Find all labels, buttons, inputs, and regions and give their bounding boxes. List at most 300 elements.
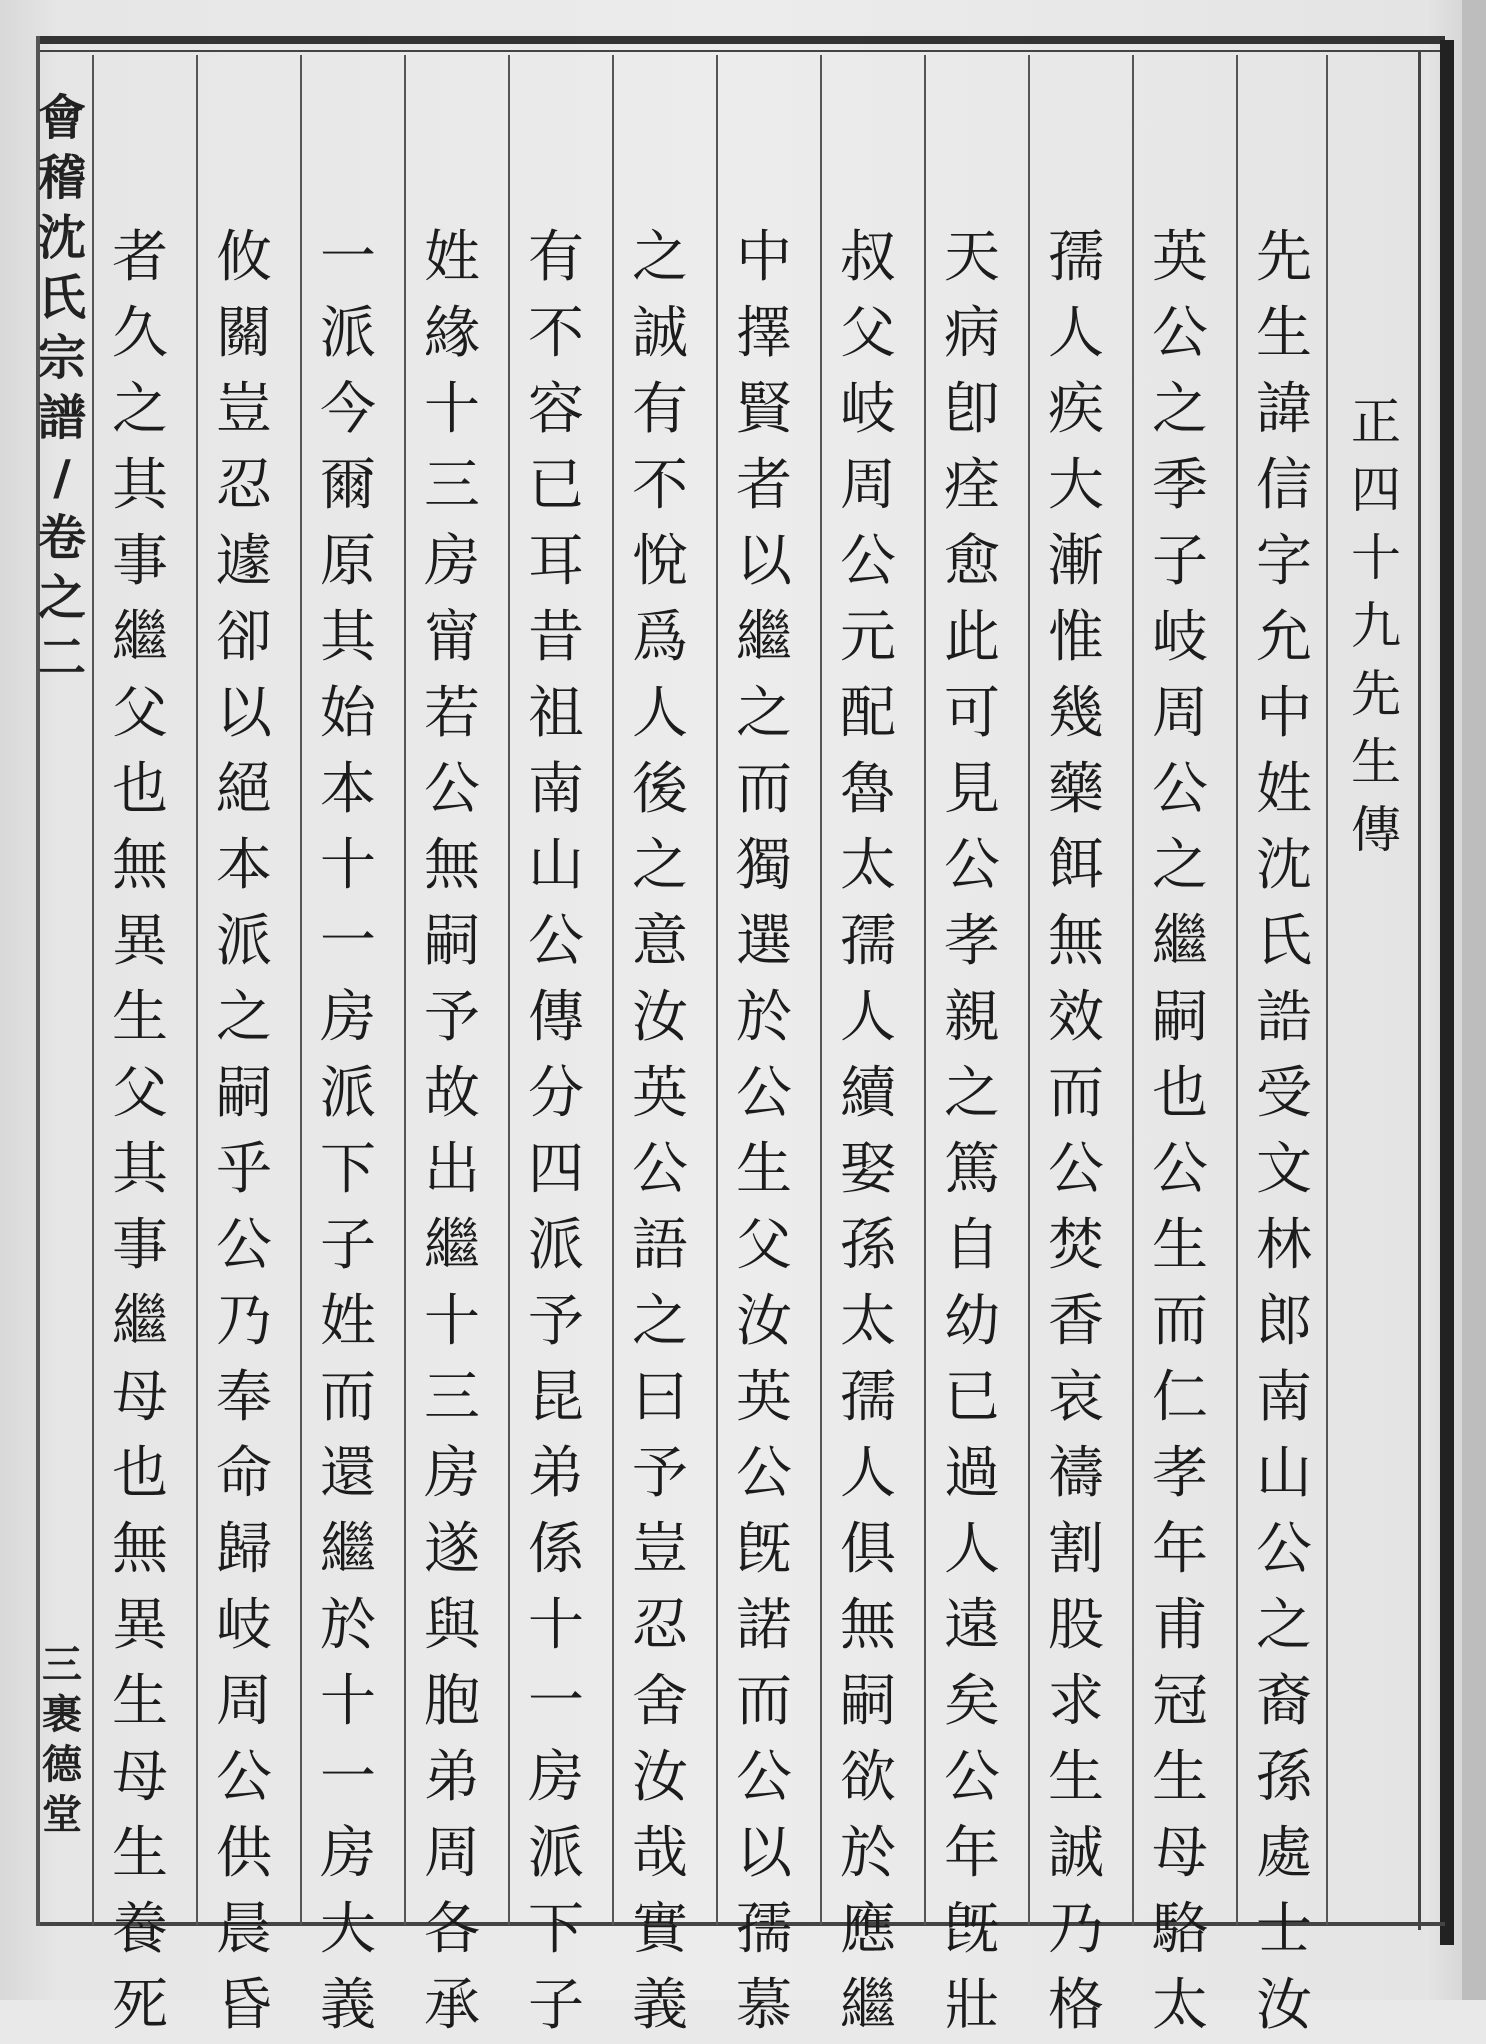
- body-char: 絕: [216, 757, 272, 822]
- body-char: 生: [736, 1137, 792, 1202]
- body-char: 汝: [632, 985, 688, 1050]
- body-char: 父: [736, 1213, 792, 1278]
- body-char: 之: [632, 1289, 688, 1354]
- body-char: 諾: [736, 1593, 792, 1658]
- body-char: 岐: [840, 377, 896, 442]
- body-char: 而: [736, 757, 792, 822]
- text-column-12: [95, 220, 185, 2044]
- body-char: 一: [320, 225, 376, 290]
- body-char: 子: [528, 1973, 584, 2038]
- heading-char: 先: [1351, 665, 1401, 723]
- body-char: 事: [112, 1213, 168, 1278]
- body-char: 太: [840, 1289, 896, 1354]
- text-column-10: [303, 220, 393, 2044]
- margin-volume-char: 二: [37, 630, 86, 686]
- body-char: 字: [1256, 529, 1312, 594]
- body-char: 昏: [216, 1973, 272, 2038]
- body-char: 予: [424, 985, 480, 1050]
- body-char: 一: [320, 909, 376, 974]
- frame-top-border: [40, 36, 1445, 44]
- body-char: 於: [320, 1593, 376, 1658]
- body-char: 山: [1256, 1441, 1312, 1506]
- body-char: 無: [112, 1517, 168, 1582]
- heading-char: 正: [1351, 393, 1401, 451]
- body-char: 豈: [632, 1517, 688, 1582]
- margin-hall-char: 德: [42, 1741, 82, 1788]
- body-char: 十: [320, 1669, 376, 1734]
- body-char: 郎: [1256, 1289, 1312, 1354]
- heading-char: 九: [1351, 597, 1401, 655]
- body-char: 公: [216, 1745, 272, 1810]
- body-char: 生: [1256, 301, 1312, 366]
- body-char: 祖: [528, 681, 584, 746]
- body-char: 爲: [632, 605, 688, 670]
- body-char: 派: [320, 1061, 376, 1126]
- body-char: 而: [1048, 1061, 1104, 1126]
- body-char: 南: [528, 757, 584, 822]
- body-char: 三: [424, 1365, 480, 1430]
- body-char: 藥: [1048, 757, 1104, 822]
- body-char: 誠: [632, 301, 688, 366]
- heading-char: 十: [1351, 529, 1401, 587]
- body-char: 欲: [840, 1745, 896, 1810]
- body-char: 房: [320, 1821, 376, 1886]
- body-char: 甯: [424, 605, 480, 670]
- body-char: 也: [112, 757, 168, 822]
- body-char: 生: [1048, 1745, 1104, 1810]
- body-char: 公: [1152, 1137, 1208, 1202]
- body-char: 元: [840, 605, 896, 670]
- text-column-5: [823, 220, 913, 2044]
- body-char: 之: [944, 1061, 1000, 1126]
- column-rule: [92, 55, 94, 1925]
- body-char: 公: [736, 1745, 792, 1810]
- body-char: 先: [1256, 225, 1312, 290]
- body-char: 人: [632, 681, 688, 746]
- body-char: 公: [424, 757, 480, 822]
- body-char: 乎: [216, 1137, 272, 1202]
- body-char: 年: [1152, 1517, 1208, 1582]
- column-rule: [612, 55, 614, 1925]
- body-char: 人: [944, 1517, 1000, 1582]
- body-char: 容: [528, 377, 584, 442]
- margin-title-char: 稽: [37, 150, 86, 206]
- body-char: 公: [1256, 1517, 1312, 1582]
- column-rule: [820, 55, 822, 1925]
- body-char: 與: [424, 1593, 480, 1658]
- body-char: 十: [424, 377, 480, 442]
- body-char: 意: [632, 909, 688, 974]
- body-char: 公: [528, 909, 584, 974]
- body-char: 一: [320, 1745, 376, 1810]
- body-char: 英: [632, 1061, 688, 1126]
- body-char: 十: [424, 1289, 480, 1354]
- body-char: 沈: [1256, 833, 1312, 898]
- body-char: 過: [944, 1441, 1000, 1506]
- margin-folio: [34, 1640, 90, 1840]
- body-char: 房: [320, 985, 376, 1050]
- body-char: 效: [1048, 985, 1104, 1050]
- body-char: 幼: [944, 1289, 1000, 1354]
- body-char: 公: [944, 833, 1000, 898]
- body-char: 昆: [528, 1365, 584, 1430]
- body-char: 生: [112, 985, 168, 1050]
- body-char: 遽: [216, 529, 272, 594]
- body-char: 母: [1152, 1821, 1208, 1886]
- body-char: 於: [736, 985, 792, 1050]
- body-char: 英: [736, 1365, 792, 1430]
- body-char: 父: [112, 1061, 168, 1126]
- body-char: 三: [424, 453, 480, 518]
- body-char: 哉: [632, 1821, 688, 1886]
- column-rule: [716, 55, 718, 1925]
- body-char: 冠: [1152, 1669, 1208, 1734]
- body-char: 故: [424, 1061, 480, 1126]
- body-char: 以: [216, 681, 272, 746]
- body-char: 乃: [216, 1289, 272, 1354]
- margin-title-char: 氏: [37, 270, 86, 326]
- body-char: 駱: [1152, 1897, 1208, 1962]
- column-rule: [1028, 55, 1030, 1925]
- body-char: 疾: [1048, 377, 1104, 442]
- body-char: 餌: [1048, 833, 1104, 898]
- body-char: 歸: [216, 1517, 272, 1582]
- body-char: 不: [632, 453, 688, 518]
- body-char: 關: [216, 301, 272, 366]
- body-char: 若: [424, 681, 480, 746]
- body-char: 下: [320, 1137, 376, 1202]
- column-rule: [924, 55, 926, 1925]
- body-char: 之: [1152, 377, 1208, 442]
- body-char: 弟: [528, 1441, 584, 1506]
- body-char: 晨: [216, 1897, 272, 1962]
- body-char: 愈: [944, 529, 1000, 594]
- body-char: 仁: [1152, 1365, 1208, 1430]
- body-char: 繼: [112, 605, 168, 670]
- heading-char: 四: [1351, 461, 1401, 519]
- body-char: 公: [1152, 301, 1208, 366]
- body-char: 孺: [1048, 225, 1104, 290]
- text-column-1: [1239, 220, 1329, 2044]
- body-char: 曰: [632, 1365, 688, 1430]
- margin-title-char: 宗: [37, 330, 86, 386]
- body-char: 十: [528, 1593, 584, 1658]
- body-char: 公: [736, 1441, 792, 1506]
- margin-separator: /: [53, 450, 71, 506]
- body-char: 可: [944, 681, 1000, 746]
- body-char: 姓: [424, 225, 480, 290]
- body-char: 而: [320, 1365, 376, 1430]
- body-char: 緣: [424, 301, 480, 366]
- column-rule: [1132, 55, 1134, 1925]
- body-char: 已: [528, 453, 584, 518]
- body-char: 後: [632, 757, 688, 822]
- body-char: 嗣: [1152, 985, 1208, 1050]
- body-char: 繼: [736, 605, 792, 670]
- body-char: 見: [944, 757, 1000, 822]
- body-char: 傳: [528, 985, 584, 1050]
- body-char: 其: [320, 605, 376, 670]
- body-char: 香: [1048, 1289, 1104, 1354]
- body-char: 信: [1256, 453, 1312, 518]
- body-char: 始: [320, 681, 376, 746]
- body-char: 義: [632, 1973, 688, 2038]
- text-column-4: [927, 220, 1017, 2044]
- body-char: 公: [216, 1213, 272, 1278]
- body-char: 房: [424, 529, 480, 594]
- body-char: 續: [840, 1061, 896, 1126]
- body-char: 而: [1152, 1289, 1208, 1354]
- body-char: 無: [424, 833, 480, 898]
- margin-book-title: [34, 88, 90, 688]
- body-char: 昔: [528, 605, 584, 670]
- body-char: 求: [1048, 1669, 1104, 1734]
- body-char: 以: [736, 529, 792, 594]
- body-char: 人: [840, 1441, 896, 1506]
- body-char: 病: [944, 301, 1000, 366]
- margin-title-char: 沈: [37, 210, 86, 266]
- body-char: 中: [1256, 681, 1312, 746]
- body-char: 孝: [1152, 1441, 1208, 1506]
- body-char: 周: [1152, 681, 1208, 746]
- body-char: 之: [632, 225, 688, 290]
- body-char: 胞: [424, 1669, 480, 1734]
- body-char: 之: [112, 377, 168, 442]
- body-char: 選: [736, 909, 792, 974]
- body-char: 四: [528, 1137, 584, 1202]
- body-char: 其: [112, 453, 168, 518]
- column-rule: [1236, 55, 1238, 1925]
- body-char: 供: [216, 1821, 272, 1886]
- body-char: 於: [840, 1821, 896, 1886]
- body-char: 豈: [216, 377, 272, 442]
- body-char: 幾: [1048, 681, 1104, 746]
- body-char: 處: [1256, 1821, 1312, 1886]
- body-char: 孺: [736, 1897, 792, 1962]
- text-column-3: [1031, 220, 1121, 2044]
- body-char: 人: [1048, 301, 1104, 366]
- margin-hall-char: 堂: [42, 1791, 82, 1838]
- body-char: 無: [840, 1593, 896, 1658]
- body-char: 一: [528, 1669, 584, 1734]
- body-char: 林: [1256, 1213, 1312, 1278]
- biography-heading: [1331, 388, 1421, 864]
- body-char: 事: [112, 529, 168, 594]
- body-char: 者: [112, 225, 168, 290]
- body-char: 出: [424, 1137, 480, 1202]
- column-rule: [404, 55, 406, 1925]
- body-char: 諱: [1256, 377, 1312, 442]
- body-char: 舍: [632, 1669, 688, 1734]
- body-char: 太: [840, 833, 896, 898]
- body-char: 受: [1256, 1061, 1312, 1126]
- text-column-7: [615, 220, 705, 2044]
- body-char: 予: [528, 1289, 584, 1354]
- body-char: 姓: [1256, 757, 1312, 822]
- body-char: 之: [736, 681, 792, 746]
- body-char: 也: [1152, 1061, 1208, 1126]
- body-char: 父: [112, 681, 168, 746]
- body-char: 自: [944, 1213, 1000, 1278]
- body-char: 季: [1152, 453, 1208, 518]
- body-char: 耳: [528, 529, 584, 594]
- text-column-9: [407, 220, 497, 2044]
- body-char: 命: [216, 1441, 272, 1506]
- body-char: 親: [944, 985, 1000, 1050]
- column-rule: [300, 55, 302, 1925]
- body-char: 公: [944, 1745, 1000, 1810]
- body-char: 誠: [1048, 1821, 1104, 1886]
- body-char: 嗣: [840, 1669, 896, 1734]
- body-char: 悅: [632, 529, 688, 594]
- body-char: 壯: [944, 1973, 1000, 2038]
- body-char: 予: [632, 1441, 688, 1506]
- page-edge: [1462, 0, 1486, 2000]
- body-char: 裔: [1256, 1669, 1312, 1734]
- body-char: 繼: [320, 1517, 376, 1582]
- body-char: 各: [424, 1897, 480, 1962]
- text-column-6: [719, 220, 809, 2044]
- margin-folio-char: 三: [42, 1641, 82, 1688]
- body-char: 矣: [944, 1669, 1000, 1734]
- body-char: 有: [632, 377, 688, 442]
- body-char: 母: [112, 1365, 168, 1430]
- body-char: 公: [1152, 757, 1208, 822]
- body-char: 卻: [216, 605, 272, 670]
- body-char: 公: [736, 1061, 792, 1126]
- body-char: 而: [736, 1669, 792, 1734]
- body-char: 哀: [1048, 1365, 1104, 1430]
- body-char: 子: [320, 1213, 376, 1278]
- body-char: 忍: [216, 453, 272, 518]
- body-char: 無: [112, 833, 168, 898]
- body-char: 公: [840, 529, 896, 594]
- body-char: 爾: [320, 453, 376, 518]
- body-char: 忍: [632, 1593, 688, 1658]
- body-char: 養: [112, 1897, 168, 1962]
- body-char: 禱: [1048, 1441, 1104, 1506]
- body-char: 承: [424, 1973, 480, 2038]
- body-char: 攸: [216, 225, 272, 290]
- body-char: 漸: [1048, 529, 1104, 594]
- text-column-11: [199, 220, 289, 2044]
- body-char: 汝: [632, 1745, 688, 1810]
- body-char: 遂: [424, 1517, 480, 1582]
- body-char: 岐: [216, 1593, 272, 1658]
- margin-hall-char: 裹: [42, 1691, 82, 1738]
- body-char: 獨: [736, 833, 792, 898]
- body-char: 下: [528, 1897, 584, 1962]
- body-char: 母: [112, 1745, 168, 1810]
- frame-top-inner-border: [40, 50, 1445, 52]
- body-char: 死: [112, 1973, 168, 2038]
- body-char: 派: [528, 1821, 584, 1886]
- body-char: 嗣: [216, 1061, 272, 1126]
- body-char: 此: [944, 605, 1000, 670]
- body-char: 人: [840, 985, 896, 1050]
- body-char: 派: [528, 1213, 584, 1278]
- body-char: 篤: [944, 1137, 1000, 1202]
- body-char: 異: [112, 909, 168, 974]
- body-char: 姓: [320, 1289, 376, 1354]
- body-char: 周: [840, 453, 896, 518]
- body-char: 繼: [112, 1289, 168, 1354]
- body-char: 以: [736, 1821, 792, 1886]
- body-char: 慕: [736, 1973, 792, 2038]
- column-rule: [196, 55, 198, 1925]
- body-char: 生: [1152, 1213, 1208, 1278]
- body-char: 汝: [1256, 1973, 1312, 2038]
- body-char: 繼: [1152, 909, 1208, 974]
- margin-title-char: 譜: [37, 390, 86, 446]
- body-char: 之: [632, 833, 688, 898]
- body-char: 房: [424, 1441, 480, 1506]
- body-char: 孺: [840, 909, 896, 974]
- body-char: 弟: [424, 1745, 480, 1810]
- body-char: 孫: [840, 1213, 896, 1278]
- column-rule: [508, 55, 510, 1925]
- body-char: 孝: [944, 909, 1000, 974]
- margin-volume-char: 之: [37, 570, 86, 626]
- body-char: 焚: [1048, 1213, 1104, 1278]
- body-char: 遠: [944, 1593, 1000, 1658]
- frame-right-border: [1440, 40, 1454, 1945]
- body-char: 岐: [1152, 605, 1208, 670]
- body-char: 生: [1152, 1745, 1208, 1810]
- body-char: 還: [320, 1441, 376, 1506]
- body-char: 異: [112, 1593, 168, 1658]
- body-char: 係: [528, 1517, 584, 1582]
- heading-char: 傳: [1351, 801, 1401, 859]
- body-char: 繼: [840, 1973, 896, 2038]
- body-char: 甫: [1152, 1593, 1208, 1658]
- body-char: 子: [1152, 529, 1208, 594]
- body-char: 年: [944, 1821, 1000, 1886]
- body-char: 痊: [944, 453, 1000, 518]
- body-char: 大: [320, 1897, 376, 1962]
- body-char: 不: [528, 301, 584, 366]
- body-char: 孫: [1256, 1745, 1312, 1810]
- body-char: 氏: [1256, 909, 1312, 974]
- body-char: 房: [528, 1745, 584, 1810]
- body-char: 也: [112, 1441, 168, 1506]
- body-char: 格: [1048, 1973, 1104, 2038]
- body-char: 卽: [944, 377, 1000, 442]
- body-char: 語: [632, 1213, 688, 1278]
- body-char: 無: [1048, 909, 1104, 974]
- body-char: 者: [736, 453, 792, 518]
- frame-right-inner-border: [1418, 50, 1421, 1930]
- body-char: 義: [320, 1973, 376, 2038]
- text-column-8: [511, 220, 601, 2044]
- body-char: 公: [1048, 1137, 1104, 1202]
- body-char: 旣: [944, 1897, 1000, 1962]
- body-char: 股: [1048, 1593, 1104, 1658]
- body-char: 父: [840, 301, 896, 366]
- body-char: 魯: [840, 757, 896, 822]
- body-char: 之: [1256, 1593, 1312, 1658]
- margin-volume-char: 卷: [37, 510, 86, 566]
- body-char: 士: [1256, 1897, 1312, 1962]
- body-char: 惟: [1048, 605, 1104, 670]
- body-char: 割: [1048, 1517, 1104, 1582]
- body-char: 中: [736, 225, 792, 290]
- text-column-2: [1135, 220, 1225, 2044]
- body-char: 文: [1256, 1137, 1312, 1202]
- body-char: 應: [840, 1897, 896, 1962]
- body-char: 允: [1256, 605, 1312, 670]
- body-char: 旣: [736, 1517, 792, 1582]
